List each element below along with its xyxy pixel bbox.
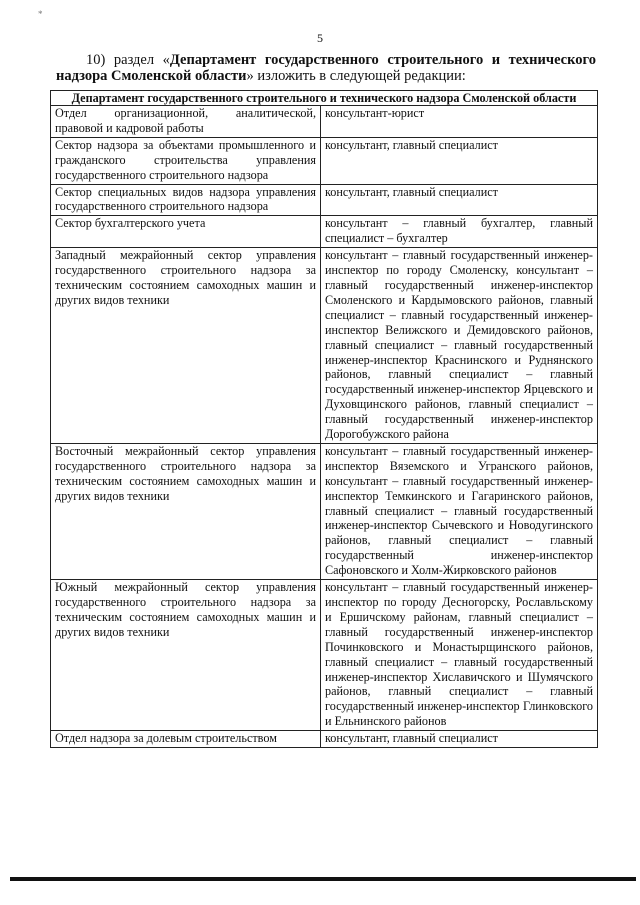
intro-prefix: 10) раздел « — [86, 52, 170, 68]
table-row — [51, 184, 598, 216]
table-row — [51, 580, 598, 731]
intro-suffix: » изложить в следующей редакции: — [246, 68, 466, 84]
table-row — [51, 137, 598, 184]
staff-table — [50, 90, 598, 748]
positions-cell: консультант – главный бухгалтер, главный специалист – бухгалтер — [321, 216, 598, 248]
unit-cell: Восточный межрайонный сектор управления государственного строительного надзора за техническим состоянием самоходных машин и других видов техники — [51, 443, 321, 579]
positions-cell: консультант – главный государственный инженер-инспектор Вяземского и Угранского районов, консультант – главный государственный инженер-инспектор Темкинского и Гагаринского районов, главный специалист – главный государственный инженер-инспектор Сычевского и Новодугинского районов, главный специалист – главный государственный инженер-инспектор Сафоновского и Холм-Жирковского районов — [321, 443, 598, 579]
table-header-row — [51, 91, 598, 106]
unit-cell: Сектор бухгалтерского учета — [51, 216, 321, 248]
table-row — [51, 443, 598, 579]
unit-cell: Западный межрайонный сектор управления государственного строительного надзора за техническим состоянием самоходных машин и других видов техники — [51, 248, 321, 444]
positions-cell: консультант – главный государственный инженер-инспектор по городу Смоленску, консультант – главный государственный инженер-инспектор Смоленского и Кардымовского районов, главный специалист – главный государственный инженер-инспектор Велижского и Демидовского районов, главный специалист – главный государственный инженер-инспектор Краснинского и Руднянского районов, главный специалист – главный государственный инженер-инспектор Ярцевского и Духовщинского районов, главный специалист – главный государственный инженер-инспектор Дорогобужского района — [321, 248, 598, 444]
scan-corner-mark: * — [38, 9, 43, 19]
table-row — [51, 731, 598, 748]
table-row — [51, 106, 598, 138]
unit-cell: Сектор специальных видов надзора управления государственного строительного надзора — [51, 184, 321, 216]
page-number: 5 — [317, 31, 323, 45]
unit-cell: Отдел надзора за долевым строительством — [51, 731, 321, 748]
positions-cell: консультант-юрист — [321, 106, 598, 138]
bottom-rule — [10, 877, 636, 881]
positions-cell: консультант, главный специалист — [321, 137, 598, 184]
intro-department-title: Департамент государственного строительного и технического надзора Смоленской области — [56, 52, 597, 84]
unit-cell: Отдел организационной, аналитической, правовой и кадровой работы — [51, 106, 321, 138]
positions-cell: консультант – главный государственный инженер-инспектор по городу Десногорску, Рославльскому и Ершичскому районам, главный специалист – главный государственный инженер-инспектор Починковского и Монастырщинского районов, главный специалист – главный государственный инженер-инспектор Хиславичского и Шумячского районов, главный специалист – главный государственный инженер-инспектор Глинковского и Ельнинского районов — [321, 580, 598, 731]
unit-cell: Южный межрайонный сектор управления государственного строительного надзора за техническим состоянием самоходных машин и других видов техники — [51, 580, 321, 731]
positions-cell: консультант, главный специалист — [321, 184, 598, 216]
table-header: Департамент государственного строительного и технического надзора Смоленской области — [51, 91, 598, 106]
positions-cell: консультант, главный специалист — [321, 731, 598, 748]
intro-paragraph — [56, 52, 596, 84]
table-row — [51, 248, 598, 444]
table-row — [51, 216, 598, 248]
unit-cell: Сектор надзора за объектами промышленного и гражданского строительства управления государственного строительного надзора — [51, 137, 321, 184]
